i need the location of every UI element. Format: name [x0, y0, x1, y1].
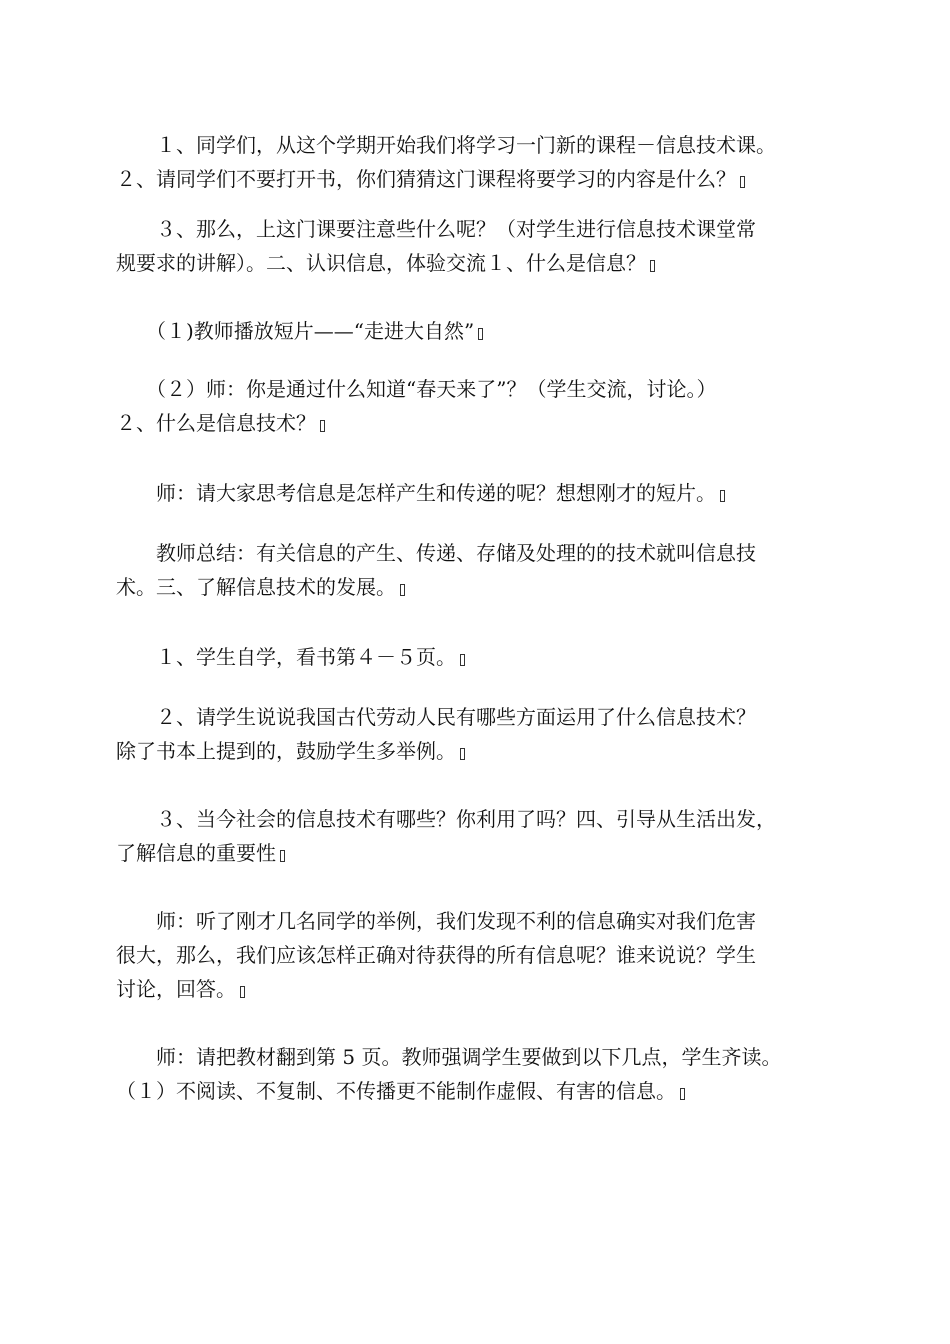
text-line: 除了书本上提到的，鼓励学生多举例。 [116, 734, 851, 768]
paragraph-mark-icon [740, 176, 745, 188]
text-line: 教师总结：有关信息的产生、传递、存储及处理的的技术就叫信息技 [116, 541, 756, 565]
paragraph-2 [116, 212, 851, 280]
text-line: 讨论，回答。 [116, 972, 851, 1006]
text-line: 师：听了刚才几名同学的举例，我们发现不利的信息确实对我们危害 [116, 909, 756, 933]
paragraph-mark-icon [680, 1088, 685, 1100]
text-line: ３、当今社会的信息技术有哪些？你利用了吗？四、引导从生活出发， [116, 807, 776, 831]
text-line: 了解信息的重要性 [116, 836, 851, 870]
paragraph-3 [116, 314, 851, 348]
paragraph-mark-icon [400, 584, 405, 596]
paragraph-9 [116, 802, 851, 870]
paragraph-7 [116, 640, 851, 674]
text-line: １、学生自学，看书第４－５页。 [116, 640, 851, 674]
text-line: （１)教师播放短片——“走进大自然” [116, 314, 851, 348]
paragraph-10 [116, 904, 851, 1006]
paragraph-mark-icon [460, 654, 465, 666]
text-line: ２、请学生说说我国古代劳动人民有哪些方面运用了什么信息技术？ [116, 705, 756, 729]
text-line: 师：请把教材翻到第 5 页。教师强调学生要做到以下几点，学生齐读。 [116, 1045, 782, 1069]
paragraph-mark-icon [240, 986, 245, 998]
paragraph-mark-icon [280, 850, 285, 862]
paragraph-mark-icon [720, 490, 725, 502]
text-line: （２）师：你是通过什么知道“春天来了”？（学生交流，讨论。） [116, 377, 717, 401]
paragraph-11 [116, 1040, 851, 1108]
paragraph-mark-icon [320, 420, 325, 432]
text-line: 术。三、了解信息技术的发展。 [116, 570, 851, 604]
paragraph-mark-icon [650, 260, 655, 272]
text-line: ２、什么是信息技术？ [116, 406, 851, 440]
paragraph-6 [116, 536, 851, 604]
text-line: 师：请大家思考信息是怎样产生和传递的呢？想想刚才的短片。 [116, 476, 851, 510]
paragraph-5 [116, 476, 851, 510]
text-line: 很大，那么，我们应该怎样正确对待获得的所有信息呢？谁来说说？学生 [116, 943, 756, 967]
text-line: ２、请同学们不要打开书，你们猜猜这门课程将要学习的内容是什么？ [116, 162, 851, 196]
paragraph-mark-icon [478, 328, 483, 340]
text-line: １、同学们，从这个学期开始我们将学习一门新的课程－信息技术课。 [116, 133, 776, 157]
text-line: 规要求的讲解）。二、认识信息，体验交流１、什么是信息？ [116, 246, 851, 280]
paragraph-4 [116, 372, 851, 440]
text-line: （１）不阅读、不复制、不传播更不能制作虚假、有害的信息。 [116, 1074, 851, 1108]
paragraph-mark-icon [460, 748, 465, 760]
paragraph-1 [116, 128, 851, 196]
paragraph-8 [116, 700, 851, 768]
text-line: ３、那么，上这门课要注意些什么呢？（对学生进行信息技术课堂常 [116, 217, 756, 241]
